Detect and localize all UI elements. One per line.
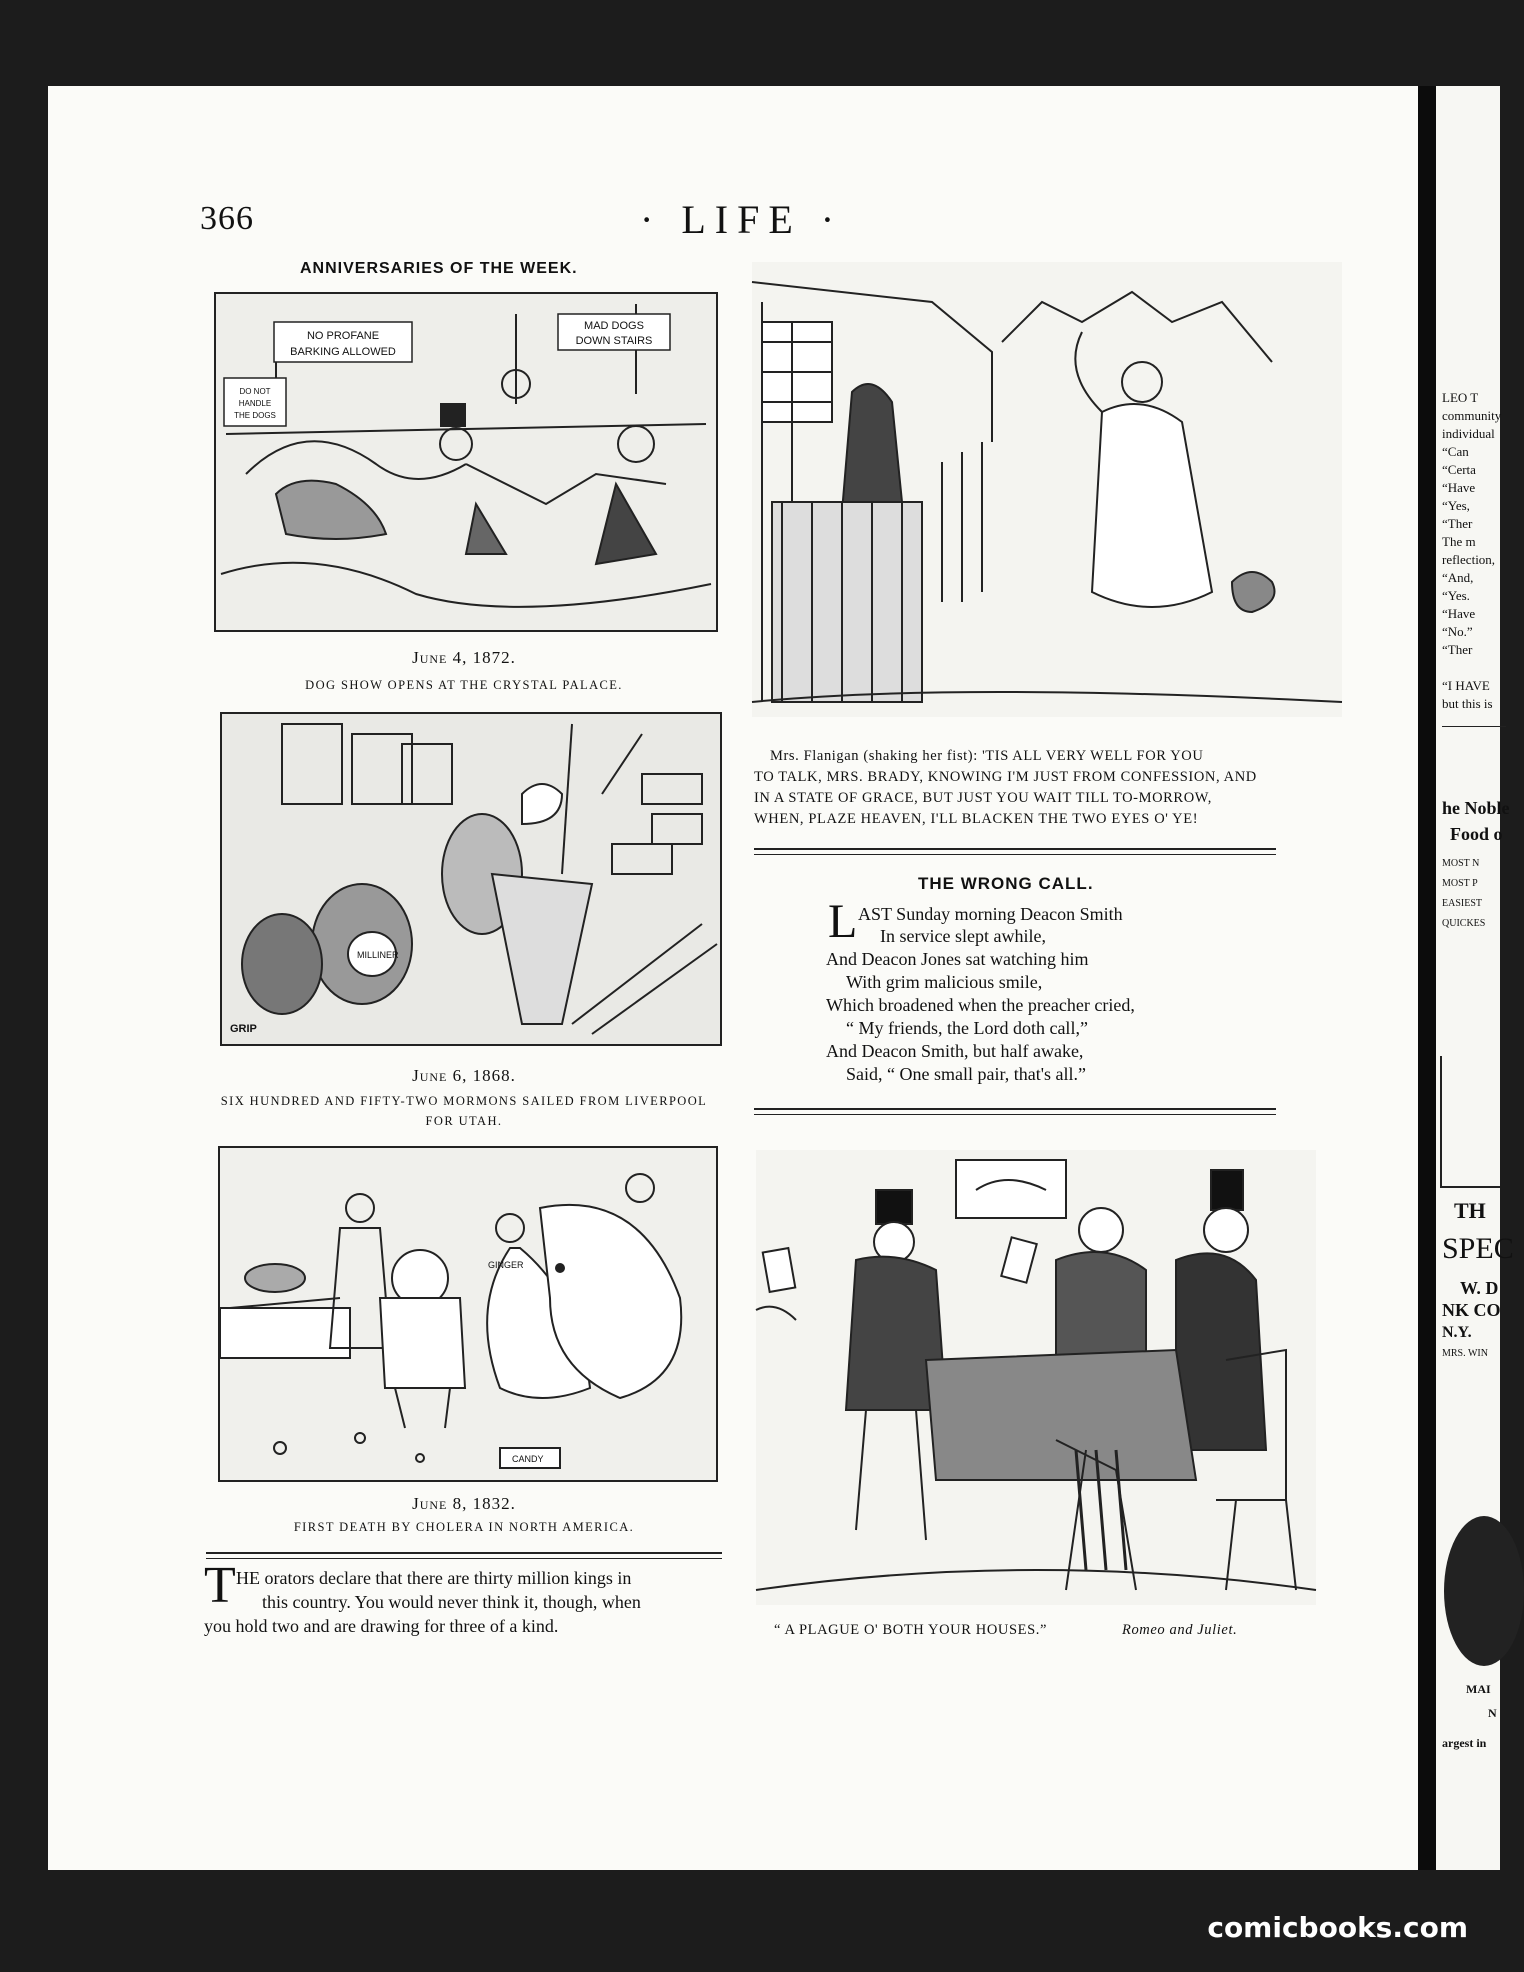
drop-cap: T [204, 1557, 236, 1614]
next-page-text: “Have [1442, 606, 1476, 621]
cartoon-mormons-sailing [220, 712, 722, 1046]
poem-line: Which broadened when the preacher cried, [826, 995, 1135, 1015]
anniversary-caption: SIX HUNDRED AND FIFTY-TWO MORMONS SAILED FROM LIVERPOOL [220, 1094, 708, 1108]
cartoon-sign-text: MILLINER [357, 950, 399, 960]
cartoon-caption: “ A PLAGUE O' BOTH YOUR HOUSES.” [774, 1622, 1048, 1638]
next-page-text: argest in [1442, 1736, 1487, 1750]
section-divider [754, 1108, 1276, 1110]
section-divider [754, 848, 1276, 850]
cartoon-caption-line: Mrs. Flanigan (shaking her fist): 'TIS ALL VERY WELL FOR YOU [770, 748, 1204, 764]
next-page-text: MOST N [1442, 858, 1480, 869]
paragraph-line: HE orators declare that there are thirty million kings in [236, 1568, 632, 1588]
poem-line: With grim malicious smile, [846, 972, 1043, 992]
adjacent-page-fragment [1436, 86, 1514, 1870]
section-title: ANNIVERSARIES OF THE WEEK. [300, 260, 578, 277]
ad-triangle-frame [1440, 1056, 1500, 1188]
cartoon-sign-text: DOWN STAIRS [575, 335, 653, 347]
next-page-text: “And, [1442, 570, 1474, 585]
next-page-text: EASIEST [1442, 898, 1482, 909]
poem-line: And Deacon Jones sat watching him [826, 949, 1089, 969]
poem-line: AST Sunday morning Deacon Smith [858, 904, 1123, 924]
next-page-text: reflection, [1442, 552, 1496, 567]
ad-round-portrait [1444, 1516, 1524, 1666]
page-number: 366 [200, 200, 254, 237]
illustration-mrs-flanigan [752, 262, 1342, 717]
next-page-text: LEO T [1442, 390, 1479, 405]
next-page-text: “Ther [1442, 516, 1473, 531]
poem-line: Said, “ One small pair, that's all.” [846, 1064, 1086, 1084]
anniversary-caption: FIRST DEATH BY CHOLERA IN NORTH AMERICA. [293, 1520, 635, 1534]
page-gutter [1418, 86, 1436, 1870]
artist-signature: GRIP [230, 1023, 257, 1035]
cartoon-sign-text: CANDY [512, 1454, 544, 1464]
next-page-text: QUICKES [1442, 918, 1486, 929]
next-page-text: Food o [1450, 824, 1503, 844]
cartoon-caption-line: TO TALK, MRS. BRADY, KNOWING I'M JUST FROM CONFESSION, AND [754, 769, 1257, 785]
cartoon-sign-text: NO PROFANE [306, 330, 380, 342]
paragraph-line: this country. You would never think it, though, when [262, 1592, 641, 1612]
cartoon-caption-line: WHEN, PLAZE HEAVEN, I'LL BLACKEN THE TWO EYES O' YE! [754, 811, 1199, 827]
next-page-text: but this is [1442, 696, 1493, 711]
poem-line: And Deacon Smith, but half awake, [826, 1041, 1084, 1061]
section-divider [754, 854, 1276, 855]
anniversary-caption: DOG SHOW OPENS AT THE CRYSTAL PALACE. [305, 678, 623, 692]
next-page-text: N.Y. [1442, 1324, 1472, 1341]
section-divider [206, 1558, 722, 1559]
anniversary-date: June 4, 1872. [412, 648, 516, 667]
cartoon-sign-text: THE DOGS [234, 411, 276, 420]
poem-line: “ My friends, the Lord doth call,” [846, 1018, 1088, 1038]
next-page-text: MRS. WIN [1442, 1348, 1488, 1359]
cartoon-sign-text: DO NOT [239, 387, 271, 396]
watermark-logo: comicbooks.com [1207, 1911, 1468, 1944]
cartoon-sign-text: MAD DOGS [584, 320, 644, 332]
next-page-text: “Have [1442, 480, 1476, 495]
section-divider [754, 1114, 1276, 1115]
next-page-text: “Certa [1442, 462, 1476, 477]
next-page-text: community [1442, 408, 1502, 423]
cartoon-sign-text: BARKING ALLOWED [290, 346, 396, 358]
masthead-title: · LIFE · [640, 197, 844, 242]
next-page-text: “Yes, [1442, 498, 1470, 513]
cartoon-dog-show [214, 292, 718, 632]
next-page-text: “Yes. [1442, 588, 1470, 603]
next-page-text: SPEC [1442, 1232, 1514, 1265]
cartoon-sign-text: HANDLE [238, 399, 272, 408]
cartoon-caption-line: IN A STATE OF GRACE, BUT JUST YOU WAIT TILL TO-MORROW, [754, 790, 1212, 806]
next-page-text: NK CO [1442, 1300, 1501, 1320]
next-page-text: MAI [1466, 1682, 1491, 1696]
section-divider [206, 1552, 722, 1554]
next-page-text: he Noble [1442, 798, 1510, 818]
cartoon-cholera [218, 1146, 718, 1482]
next-page-text: TH [1454, 1198, 1486, 1223]
paragraph-line: you hold two and are drawing for three of a kind. [204, 1616, 559, 1636]
anniversary-date: June 6, 1868. [412, 1066, 516, 1085]
anniversary-caption: FOR UTAH. [425, 1114, 503, 1128]
poem-line: In service slept awhile, [880, 926, 1046, 946]
illustration-card-players [756, 1150, 1316, 1605]
poem-title: THE WRONG CALL. [918, 874, 1094, 893]
next-page-text: “Can [1442, 444, 1469, 459]
cartoon-source: Romeo and Juliet. [1122, 1622, 1238, 1638]
next-page-text: MOST P [1442, 878, 1478, 889]
next-page-text: N [1488, 1706, 1497, 1720]
next-page-text: The m [1442, 534, 1476, 549]
next-page-text: “No.” [1442, 624, 1473, 639]
next-page-text: “I HAVE [1442, 678, 1490, 693]
drop-cap: L [828, 895, 858, 948]
next-page-text: individual [1442, 426, 1495, 441]
cartoon-sign-text: GINGER [488, 1260, 524, 1270]
anniversary-date: June 8, 1832. [412, 1494, 516, 1513]
next-page-text: “Ther [1442, 642, 1473, 657]
next-page-text: W. D [1460, 1278, 1499, 1298]
